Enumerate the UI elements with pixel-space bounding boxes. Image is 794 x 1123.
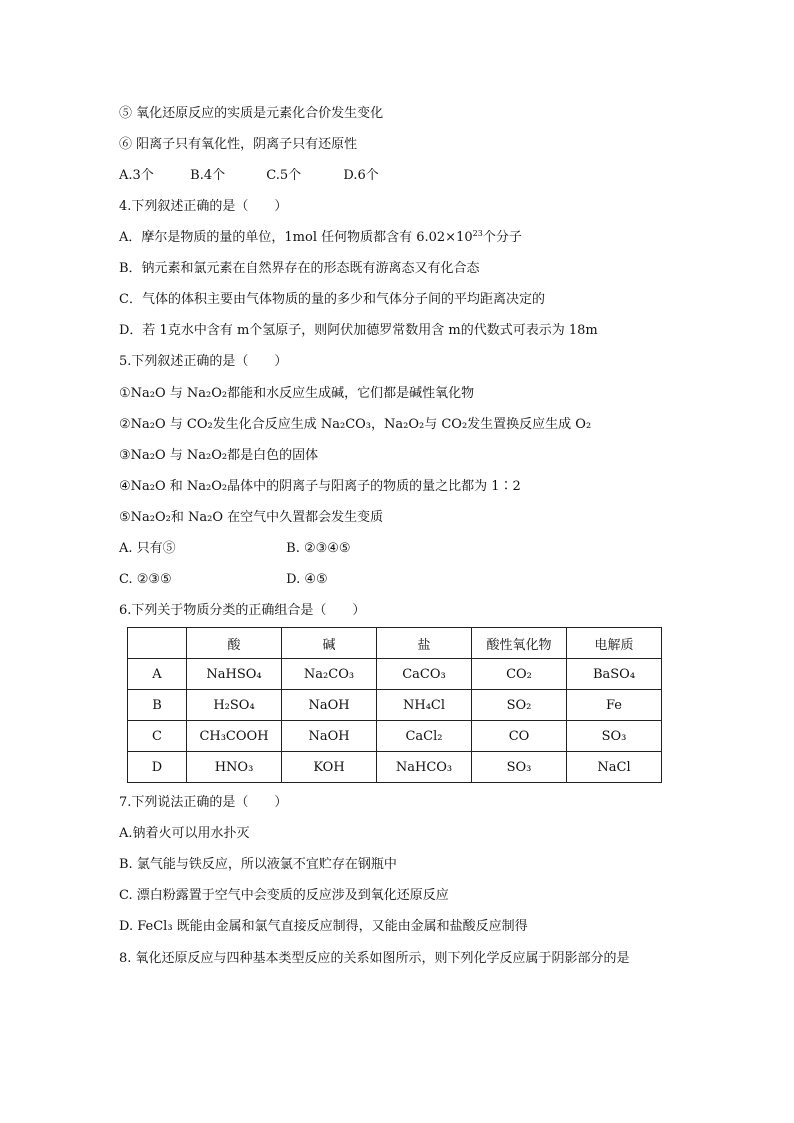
q5-choice-b: B. ②③④⑤ bbox=[286, 541, 351, 556]
q4-option-a-tail: 个分子 bbox=[482, 230, 522, 245]
q5-statement-2: ②Na₂O 与 CO₂发生化合反应生成 Na₂CO₃，Na₂O₂与 CO₂发生置换反应生成 O₂ bbox=[119, 417, 592, 432]
table-cell: Na₂CO₃ bbox=[282, 659, 377, 690]
q6-stem: 6.下列关于物质分类的正确组合是（ ） bbox=[119, 603, 366, 618]
table-cell: SO₂ bbox=[472, 690, 567, 721]
q5-choice-a: A. 只有⑤ bbox=[119, 541, 176, 556]
table-cell: HNO₃ bbox=[187, 752, 282, 783]
table-cell: NaHSO₄ bbox=[187, 659, 282, 690]
q5-statement-5: ⑤Na₂O₂和 Na₂O 在空气中久置都会发生变质 bbox=[119, 510, 384, 525]
q4-option-c: C．气体的体积主要由气体物质的量的多少和气体分子间的平均距离决定的 bbox=[119, 292, 545, 307]
q4-option-a bbox=[119, 230, 522, 246]
q5-statement-1: ①Na₂O 与 Na₂O₂都能和水反应生成碱，它们都是碱性氧化物 bbox=[119, 386, 475, 401]
table-cell: NaOH bbox=[282, 721, 377, 752]
table-row bbox=[128, 690, 662, 721]
table-row bbox=[128, 752, 662, 783]
table-cell: SO₃ bbox=[567, 721, 662, 752]
q4-option-b: B．钠元素和氯元素在自然界存在的形态既有游离态又有化合态 bbox=[119, 261, 480, 276]
table-cell: BaSO₄ bbox=[567, 659, 662, 690]
table-header-cell: 盐 bbox=[377, 628, 472, 659]
q7-stem: 7.下列说法正确的是（ ） bbox=[119, 795, 288, 810]
table-cell: Fe bbox=[567, 690, 662, 721]
table-cell: CaCl₂ bbox=[377, 721, 472, 752]
table-cell: CH₃COOH bbox=[187, 721, 282, 752]
classification-table bbox=[127, 627, 662, 783]
table-header-cell: 电解质 bbox=[567, 628, 662, 659]
q3-choice-d: D.6个 bbox=[343, 168, 379, 183]
q3-choice-a: A.3个 bbox=[119, 168, 154, 183]
q5-choice-d: D. ④⑤ bbox=[286, 572, 328, 587]
statement-6: ⑥ 阳离子只有氧化性，阴离子只有还原性 bbox=[119, 137, 358, 152]
q5-choices-row-1 bbox=[119, 541, 351, 557]
table-cell: B bbox=[128, 690, 187, 721]
table-header-cell bbox=[128, 628, 187, 659]
q4-stem: 4.下列叙述正确的是（ ） bbox=[119, 199, 288, 214]
q5-choices-row-2 bbox=[119, 572, 328, 588]
q5-choice-c: C. ②③⑤ bbox=[119, 572, 172, 587]
table-header-cell: 酸性氧化物 bbox=[472, 628, 567, 659]
table-cell: NaOH bbox=[282, 690, 377, 721]
table-cell: D bbox=[128, 752, 187, 783]
q5-statement-3: ③Na₂O 与 Na₂O₂都是白色的固体 bbox=[119, 448, 319, 463]
table-cell: NaCl bbox=[567, 752, 662, 783]
q4-option-a-text: A．摩尔是物质的量的单位，1mol 任何物质都含有 6.02×10 bbox=[119, 230, 473, 245]
table-cell: H₂SO₄ bbox=[187, 690, 282, 721]
table-cell: CO₂ bbox=[472, 659, 567, 690]
table-header-row bbox=[128, 628, 662, 659]
q7-option-d: D. FeCl₃ 既能由金属和氯气直接反应制得，又能由金属和盐酸反应制得 bbox=[119, 919, 528, 934]
table-cell: SO₃ bbox=[472, 752, 567, 783]
table-cell: KOH bbox=[282, 752, 377, 783]
table-cell: NaHCO₃ bbox=[377, 752, 472, 783]
q5-statement-4: ④Na₂O 和 Na₂O₂晶体中的阴离子与阳离子的物质的量之比都为 1∶2 bbox=[119, 479, 521, 494]
table-header-cell: 酸 bbox=[187, 628, 282, 659]
table-cell: CaCO₃ bbox=[377, 659, 472, 690]
table-cell: A bbox=[128, 659, 187, 690]
table-cell: C bbox=[128, 721, 187, 752]
q3-choice-b: B.4个 bbox=[190, 168, 226, 183]
q7-option-c: C. 漂白粉露置于空气中会变质的反应涉及到氧化还原反应 bbox=[119, 888, 449, 903]
q4-option-d: D．若 1克水中含有 m个氢原子，则阿伏加德罗常数用含 m的代数式可表示为 18m bbox=[119, 323, 598, 338]
q3-choice-c: C.5个 bbox=[266, 168, 302, 183]
q4-option-a-exponent: 23 bbox=[472, 229, 483, 238]
q8-stem: 8. 氧化还原反应与四种基本类型反应的关系如图所示，则下列化学反应属于阴影部分的是 bbox=[119, 951, 630, 966]
statement-5: ⑤ 氧化还原反应的实质是元素化合价发生变化 bbox=[119, 106, 384, 121]
q5-stem: 5.下列叙述正确的是（ ） bbox=[119, 354, 288, 369]
table-row bbox=[128, 659, 662, 690]
q7-option-a: A.钠着火可以用水扑灭 bbox=[119, 826, 250, 841]
q7-option-b: B. 氯气能与铁反应，所以液氯不宜贮存在钢瓶中 bbox=[119, 857, 397, 872]
table-cell: NH₄Cl bbox=[377, 690, 472, 721]
table-row bbox=[128, 721, 662, 752]
table-header-cell: 碱 bbox=[282, 628, 377, 659]
table-cell: CO bbox=[472, 721, 567, 752]
q3-choices bbox=[119, 168, 379, 184]
